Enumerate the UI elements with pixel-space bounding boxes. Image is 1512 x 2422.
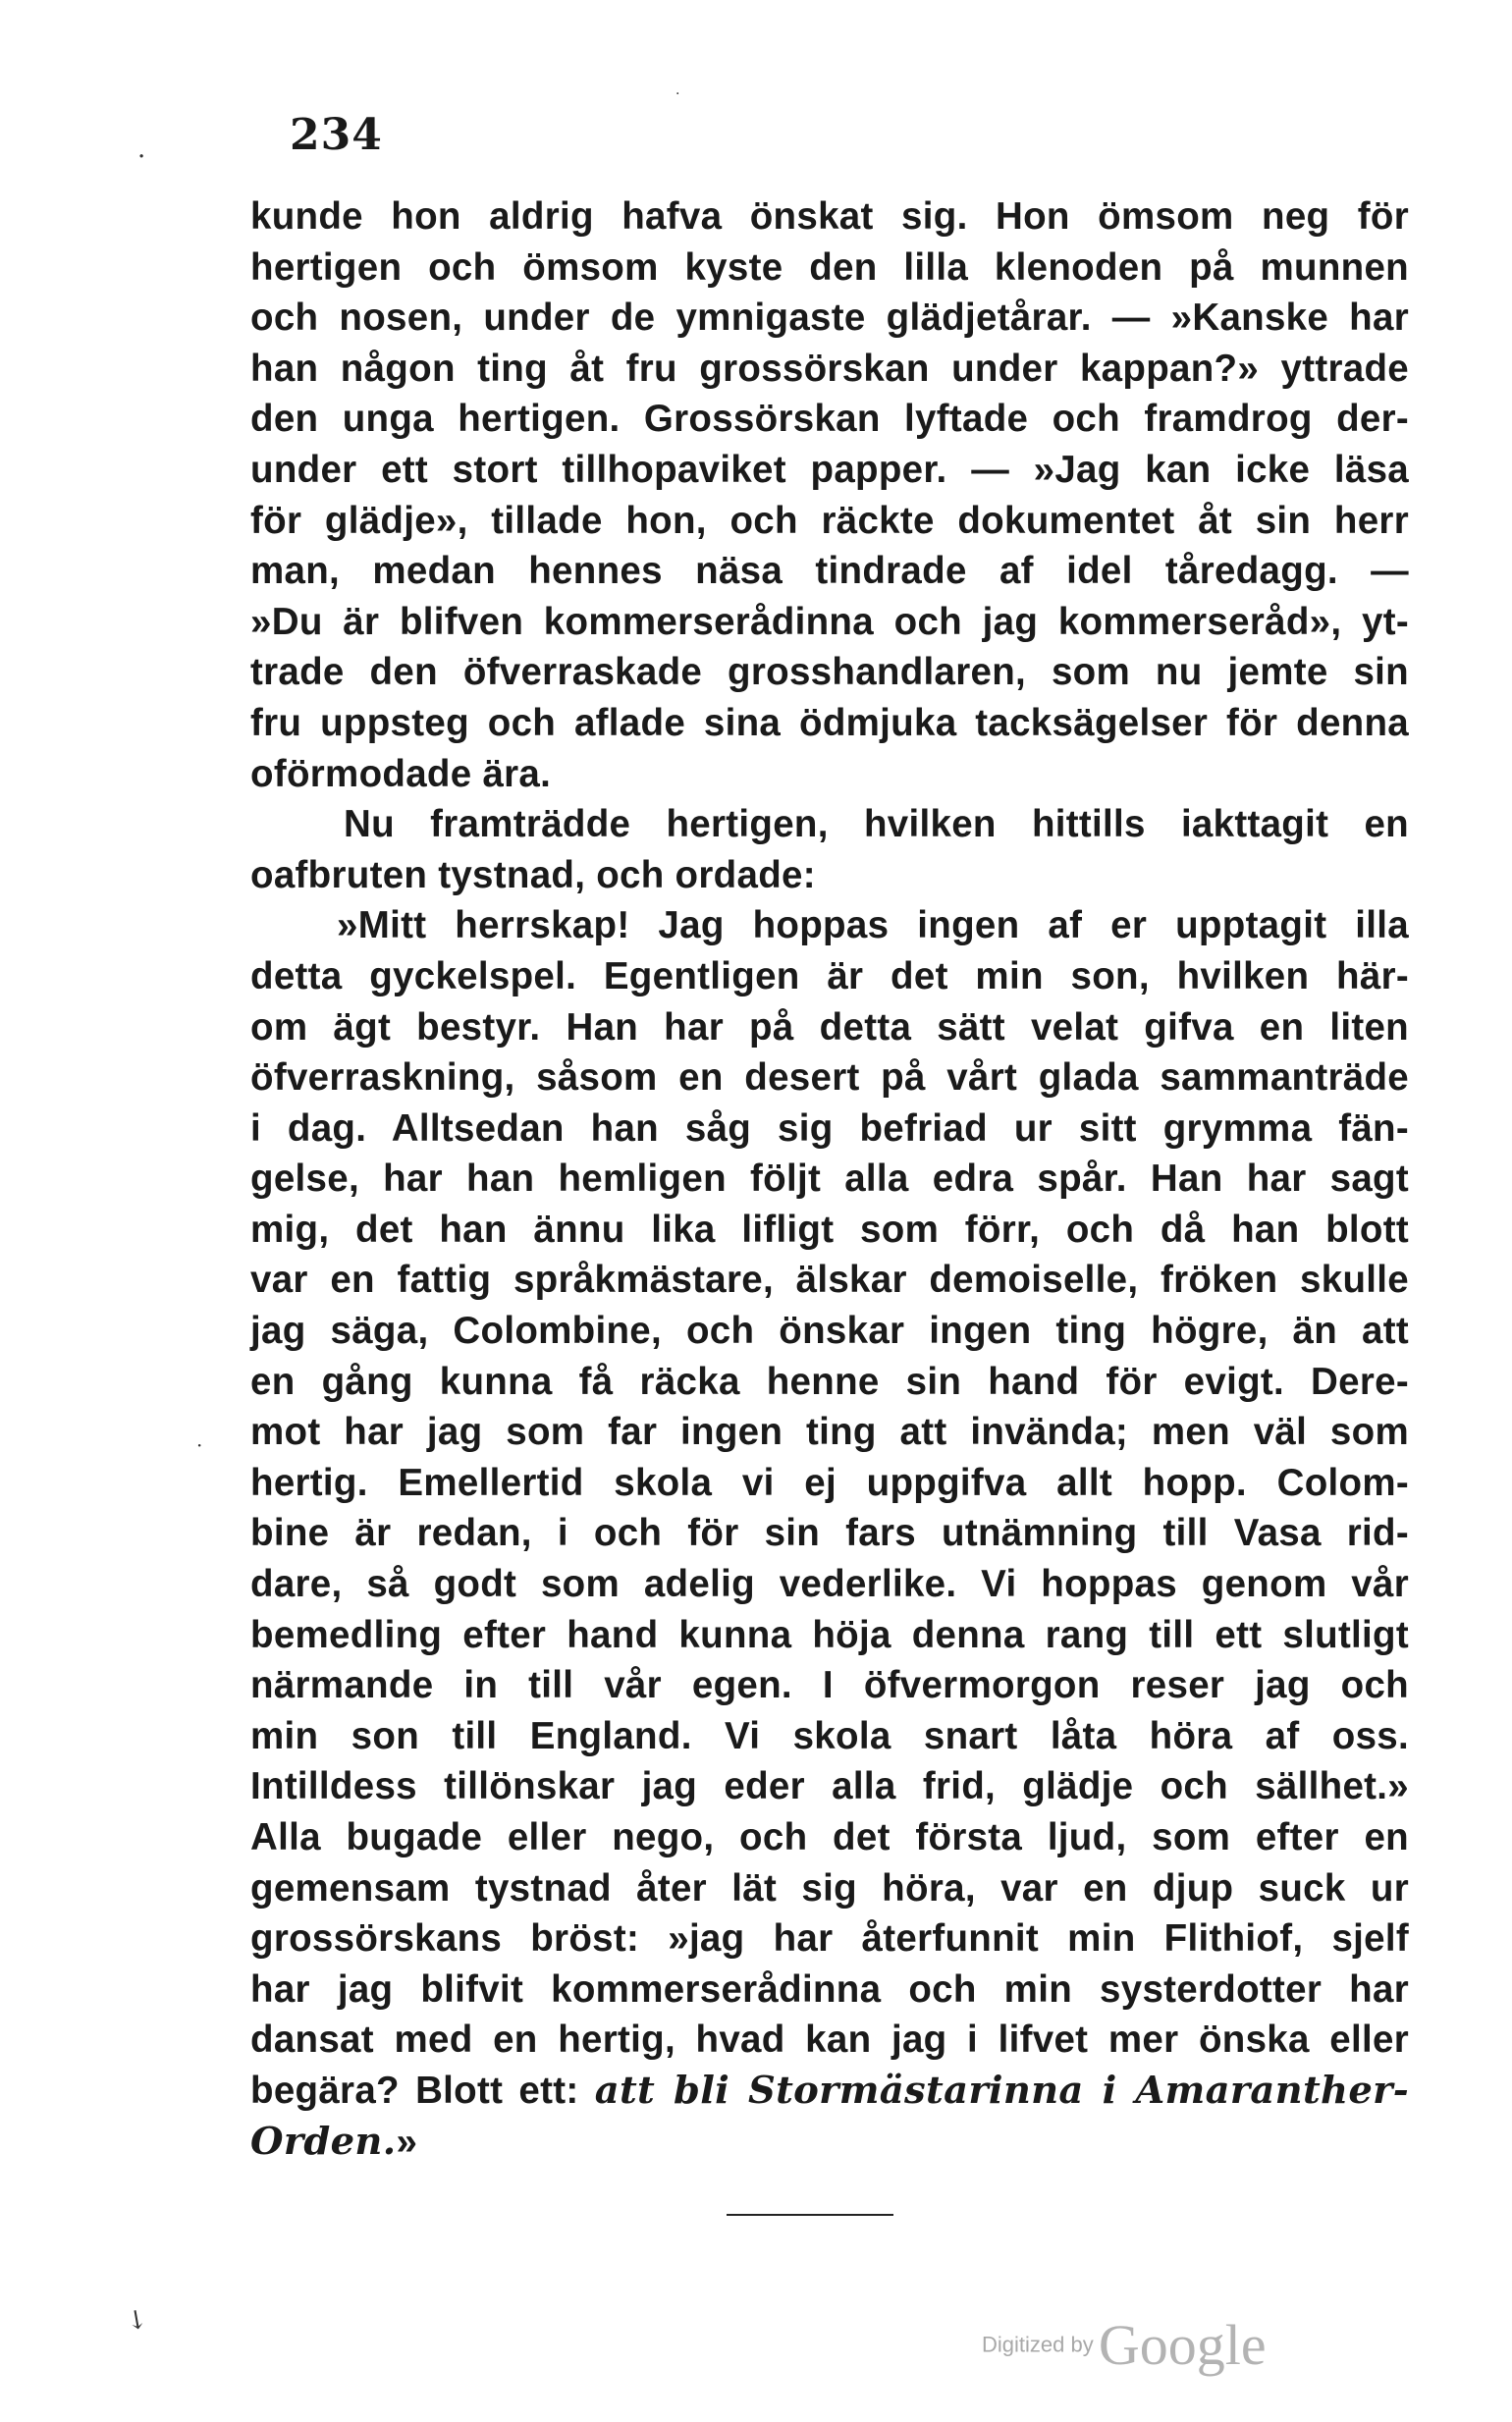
section-divider xyxy=(727,2214,893,2216)
text-line: man, medan hennes näsa tindrade af idel tåredagg. — xyxy=(250,550,1409,593)
scan-speck: · xyxy=(137,142,146,172)
text-line: bine är redan, i och för sin fars utnämning till Vasa rid- xyxy=(250,1512,1409,1555)
text-line: i dag. Alltsedan han såg sig befriad ur sitt grymma fän- xyxy=(250,1106,1409,1150)
text-line: Alla bugade eller nego, och det första ljud, som efter en xyxy=(250,1816,1409,1858)
text-line: och nosen, under de ymnigaste glädjetårar. — »Kanske har xyxy=(250,296,1409,340)
italic-text: att bli Stormästarinna i Amaranther- xyxy=(594,2068,1409,2113)
text-line: trade den öfverraskade grosshandlaren, som nu jemte sin xyxy=(250,651,1409,694)
text-line: närmande in till vår egen. I öfvermorgon reser jag och xyxy=(250,1664,1409,1707)
text-line: den unga hertigen. Grossörskan lyftade och framdrog der- xyxy=(250,398,1409,441)
text-line: öfverraskning, såsom en desert på vårt glada sammanträde xyxy=(250,1056,1409,1100)
text-line: mot har jag som far ingen ting att invända; men väl som xyxy=(250,1411,1409,1454)
scan-speck: · xyxy=(675,86,680,102)
text-line: gelse, har han hemligen följt alla edra spår. Han har sagt xyxy=(250,1157,1409,1201)
closing-quote: » xyxy=(396,2120,418,2163)
text-line: hertigen och ömsom kyste den lilla klenoden på munnen xyxy=(250,245,1409,289)
text-line: om ägt bestyr. Han har på detta sätt velat gifva en liten xyxy=(250,1005,1409,1049)
page-number: 234 xyxy=(290,110,383,160)
text-line-final xyxy=(250,2117,1409,2168)
text-line: dansat med en hertig, hvad kan jag i lifvet mer önska eller xyxy=(250,2018,1409,2062)
text-line: oafbruten tystnad, och ordade: xyxy=(250,853,816,896)
text-line: fru uppsteg och aflade sina ödmjuka tacksägelser för denna xyxy=(250,701,1409,744)
italic-text: Orden. xyxy=(250,2119,397,2164)
text-line: hertig. Emellertid skola vi ej uppgifva allt hopp. Colom- xyxy=(250,1461,1409,1504)
text-line: min son till England. Vi skola snart låta höra af oss. xyxy=(250,1714,1409,1757)
text-line: mig, det han ännu lika lifligt som förr, och då han blott xyxy=(250,1208,1409,1251)
text-line: för glädje», tillade hon, och räckte dokumentet åt sin herr xyxy=(250,499,1409,542)
text-line: en gång kunna få räcka henne sin hand för evigt. Dere- xyxy=(250,1360,1409,1403)
digitized-watermark xyxy=(982,2312,1267,2378)
text-line: jag säga, Colombine, och önskar ingen ting högre, än att xyxy=(250,1310,1409,1353)
body-text xyxy=(250,191,1409,2167)
text-line: Intilldess tillönskar jag eder alla frid, glädje och sällhet.» xyxy=(250,1765,1409,1808)
text-line: dare, så godt som adelig vederlike. Vi hoppas genom vår xyxy=(250,1563,1409,1606)
text-line: bemedling efter hand kunna höja denna rang till ett slutligt xyxy=(250,1613,1409,1656)
text-line: grossörskans bröst: »jag har återfunnit min Flithiof, sjelf xyxy=(250,1917,1409,1961)
scan-speck: · xyxy=(196,1433,203,1457)
text-line: detta gyckelspel. Egentligen är det min son, hvilken här- xyxy=(250,954,1409,997)
text-line: gemensam tystnad åter lät sig höra, var en djup suck ur xyxy=(250,1866,1409,1910)
text-line: Nu framträdde hertigen, hvilken hittills iakttagit en xyxy=(344,803,1409,846)
text-line: kunde hon aldrig hafva önskat sig. Hon ömsom neg för xyxy=(250,195,1409,238)
text-line: »Du är blifven kommerserådinna och jag kommerseråd», yt- xyxy=(250,600,1409,643)
scan-mark: ↘ xyxy=(119,2301,154,2339)
text-line: oförmodade ära. xyxy=(250,752,552,795)
text-line: han någon ting åt fru grossörskan under kappan?» yttrade xyxy=(250,347,1409,390)
text-line: »Mitt herrskap! Jag hoppas ingen af er upptagit illa xyxy=(337,904,1409,947)
watermark-digitized-label: Digitized by xyxy=(982,2332,1094,2357)
text-line: var en fattig språkmästare, älskar demoiselle, fröken skulle xyxy=(250,1259,1409,1302)
text-line-with-italic xyxy=(250,2066,1409,2117)
text-fragment: begära? Blott ett: xyxy=(250,2069,579,2112)
text-line: har jag blifvit kommerserådinna och min systerdotter har xyxy=(250,1967,1409,2011)
google-logo: Google xyxy=(1098,2313,1267,2377)
text-line: under ett stort tillhopaviket papper. — »Jag kan icke läsa xyxy=(250,448,1409,491)
